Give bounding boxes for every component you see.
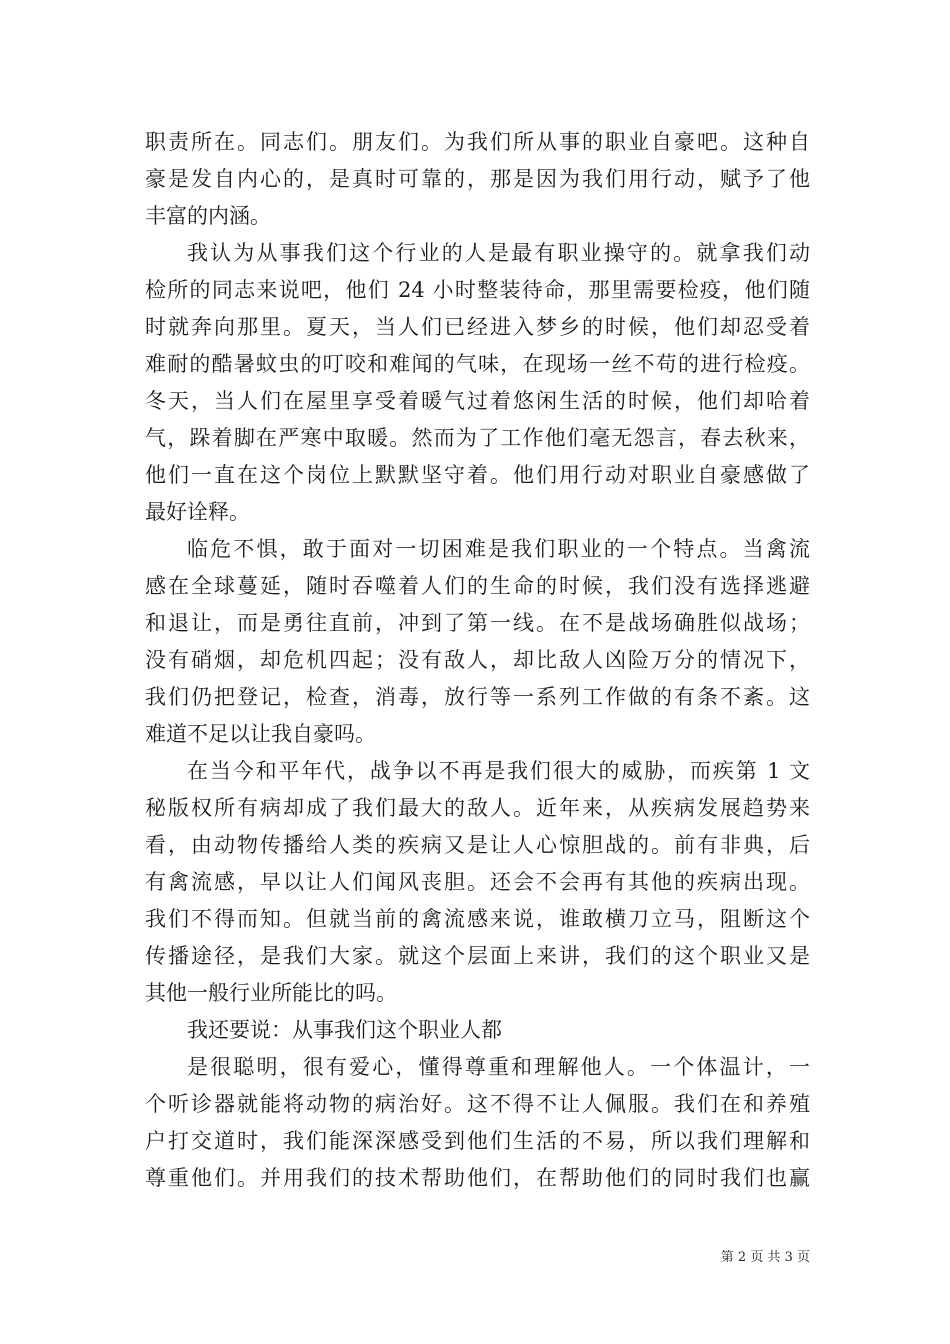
text-line: 临危不惧，敢于面对一切困难是我们职业的一个特点。当禽流 bbox=[187, 537, 810, 561]
text-line: 气，跺着脚在严寒中取暖。然而为了工作他们毫无怨言，春去秋来， bbox=[145, 426, 810, 450]
text-line: 是很聪明，很有爱心，懂得尊重和理解他人。一个体温计，一 bbox=[187, 1055, 810, 1079]
text-line: 在当今和平年代，战争以不再是我们很大的威胁，而疾第 1 文 bbox=[187, 759, 810, 783]
text-line: 我们不得而知。但就当前的禽流感来说，谁敢横刀立马，阻断这个 bbox=[145, 907, 810, 931]
text-line: 其他一般行业所能比的吗。 bbox=[145, 981, 397, 1005]
text-line: 户打交道时，我们能深深感受到他们生活的不易，所以我们理解和 bbox=[145, 1129, 810, 1153]
text-line: 职责所在。同志们。朋友们。为我们所从事的职业自豪吧。这种自 bbox=[145, 130, 810, 154]
text-line: 没有硝烟，却危机四起；没有敌人，却比敌人凶险万分的情况下， bbox=[145, 648, 810, 672]
text-line: 个听诊器就能将动物的病治好。这不得不让人佩服。我们在和养殖 bbox=[145, 1092, 810, 1116]
text-line: 难道不足以让我自豪吗。 bbox=[145, 722, 376, 746]
text-line: 看，由动物传播给人类的疾病又是让人心惊胆战的。前有非典，后 bbox=[145, 833, 810, 857]
text-line: 和退让，而是勇往直前，冲到了第一线。在不是战场确胜似战场； bbox=[145, 611, 810, 635]
text-line: 感在全球蔓延，随时吞噬着人们的生命的时候，我们没有选择逃避 bbox=[145, 574, 810, 598]
text-line: 有禽流感，早以让人们闻风丧胆。还会不会再有其他的疾病出现。 bbox=[145, 870, 810, 894]
text-line: 豪是发自内心的，是真时可靠的，那是因为我们用行动，赋予了他 bbox=[145, 167, 810, 191]
text-line: 我们仍把登记，检查，消毒，放行等一系列工作做的有条不紊。这 bbox=[145, 685, 810, 709]
text-line: 难耐的酷暑蚊虫的叮咬和难闻的气味，在现场一丝不苟的进行检疫。 bbox=[145, 352, 810, 376]
text-line: 秘版权所有病却成了我们最大的敌人。近年来，从疾病发展趋势来 bbox=[145, 796, 810, 820]
text-line: 传播途径，是我们大家。就这个层面上来讲，我们的这个职业又是 bbox=[145, 944, 810, 968]
text-line: 尊重他们。并用我们的技术帮助他们，在帮助他们的同时我们也赢 bbox=[145, 1166, 810, 1190]
page-number: 第 2 页 共 3 页 bbox=[720, 1250, 810, 1265]
text-line: 时就奔向那里。夏天，当人们已经进入梦乡的时候，他们却忍受着 bbox=[145, 315, 810, 339]
text-line: 他们一直在这个岗位上默默坚守着。他们用行动对职业自豪感做了 bbox=[145, 463, 810, 487]
document-body bbox=[145, 124, 810, 1197]
text-line: 最好诠释。 bbox=[145, 500, 250, 524]
text-line: 我还要说：从事我们这个职业人都 bbox=[187, 1018, 502, 1042]
text-line: 检所的同志来说吧，他们 24 小时整装待命，那里需要检疫，他们随 bbox=[145, 278, 810, 302]
text-line: 丰富的内涵。 bbox=[145, 204, 271, 228]
text-line: 我认为从事我们这个行业的人是最有职业操守的。就拿我们动 bbox=[187, 241, 810, 265]
text-line: 冬天，当人们在屋里享受着暖气过着悠闲生活的时候，他们却哈着 bbox=[145, 389, 810, 413]
